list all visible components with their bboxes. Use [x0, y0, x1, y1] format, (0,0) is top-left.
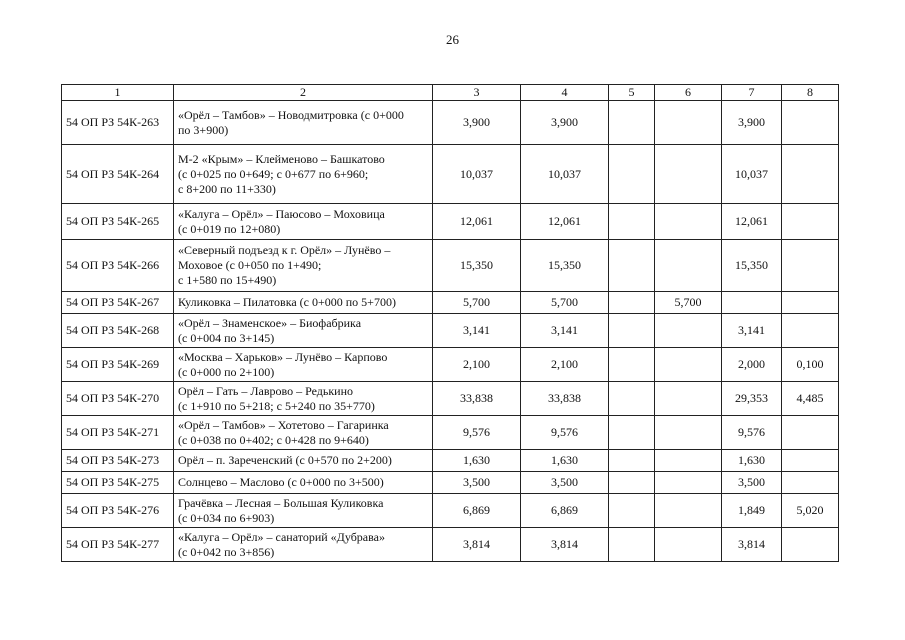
length-cell-c4: 5,700 — [521, 292, 609, 314]
length-cell-c6 — [655, 472, 722, 494]
road-name-line: по 3+900) — [178, 122, 229, 137]
road-code-cell: 54 ОП РЗ 54К-268 — [62, 314, 174, 348]
table-header-row — [62, 85, 839, 101]
length-cell-c3: 6,869 — [433, 494, 521, 528]
road-code-cell: 54 ОП РЗ 54К-275 — [62, 472, 174, 494]
length-cell-c7 — [722, 292, 782, 314]
length-cell-c8: 5,020 — [782, 494, 839, 528]
road-code-cell: 54 ОП РЗ 54К-269 — [62, 348, 174, 382]
column-header: 4 — [521, 85, 609, 101]
road-code-cell: 54 ОП РЗ 54К-263 — [62, 101, 174, 145]
road-name-line: с 8+200 по 11+330) — [178, 181, 276, 196]
table-row — [62, 494, 839, 528]
table-row — [62, 240, 839, 292]
road-name-line: «Калуга – Орёл» – Паюсово – Моховица — [178, 206, 385, 221]
column-header: 3 — [433, 85, 521, 101]
length-cell-c6 — [655, 494, 722, 528]
road-code-cell: 54 ОП РЗ 54К-267 — [62, 292, 174, 314]
road-name-cell — [174, 494, 433, 528]
road-name-cell — [174, 314, 433, 348]
road-name-line: «Орёл – Знаменское» – Биофабрика — [178, 315, 362, 330]
road-name-line: Моховое (с 0+050 по 1+490; — [178, 258, 322, 272]
table-row — [62, 145, 839, 204]
table-row — [62, 204, 839, 240]
table-row — [62, 348, 839, 382]
road-name-line: «Москва – Харьков» – Лунёво – Карпово — [178, 349, 388, 364]
road-name-line: Грачёвка – Лесная – Большая Куликовка — [178, 495, 384, 510]
length-cell-c8 — [782, 472, 839, 494]
road-name-line: (с 0+038 по 0+402; с 0+428 по 9+640) — [178, 432, 369, 447]
road-name-cell — [174, 416, 433, 450]
road-name-cell — [174, 472, 433, 494]
length-cell-c6 — [655, 416, 722, 450]
road-name-cell — [174, 204, 433, 240]
length-cell-c5 — [609, 528, 655, 562]
length-cell-c4: 3,900 — [521, 101, 609, 145]
length-cell-c8 — [782, 314, 839, 348]
road-name-line: Солнцево – Маслово (с 0+000 по 3+500) — [178, 475, 384, 489]
table-row — [62, 450, 839, 472]
length-cell-c8: 4,485 — [782, 382, 839, 416]
length-cell-c8 — [782, 101, 839, 145]
table-body — [62, 85, 839, 562]
road-name-cell — [174, 145, 433, 204]
length-cell-c4: 15,350 — [521, 240, 609, 292]
length-cell-c5 — [609, 472, 655, 494]
length-cell-c7: 9,576 — [722, 416, 782, 450]
table-row — [62, 416, 839, 450]
length-cell-c8 — [782, 416, 839, 450]
table-row — [62, 382, 839, 416]
length-cell-c8 — [782, 240, 839, 292]
road-name-line: «Калуга – Орёл» – санаторий «Дубрава» — [178, 529, 385, 544]
length-cell-c7: 15,350 — [722, 240, 782, 292]
road-name-line: «Северный подъезд к г. Орёл» – Лунёво – — [178, 243, 391, 257]
length-cell-c3: 15,350 — [433, 240, 521, 292]
column-header: 6 — [655, 85, 722, 101]
length-cell-c5 — [609, 450, 655, 472]
road-name-line: (с 0+034 по 6+903) — [178, 510, 275, 525]
length-cell-c5 — [609, 292, 655, 314]
road-name-cell — [174, 382, 433, 416]
road-code-cell: 54 ОП РЗ 54К-270 — [62, 382, 174, 416]
length-cell-c8 — [782, 292, 839, 314]
length-cell-c6 — [655, 348, 722, 382]
length-cell-c6 — [655, 528, 722, 562]
length-cell-c5 — [609, 416, 655, 450]
road-code-cell: 54 ОП РЗ 54К-264 — [62, 145, 174, 204]
road-name-line: (с 0+019 по 12+080) — [178, 221, 281, 236]
length-cell-c6: 5,700 — [655, 292, 722, 314]
length-cell-c4: 6,869 — [521, 494, 609, 528]
length-cell-c4: 10,037 — [521, 145, 609, 204]
road-name-line: (с 0+042 по 3+856) — [178, 544, 275, 559]
length-cell-c7: 29,353 — [722, 382, 782, 416]
length-cell-c8: 0,100 — [782, 348, 839, 382]
length-cell-c4: 3,500 — [521, 472, 609, 494]
page-number: 26 — [446, 32, 459, 47]
length-cell-c7: 12,061 — [722, 204, 782, 240]
length-cell-c8 — [782, 145, 839, 204]
length-cell-c3: 3,500 — [433, 472, 521, 494]
length-cell-c7: 3,900 — [722, 101, 782, 145]
road-name-cell — [174, 528, 433, 562]
length-cell-c3: 10,037 — [433, 145, 521, 204]
length-cell-c5 — [609, 348, 655, 382]
road-name-cell — [174, 450, 433, 472]
length-cell-c3: 3,141 — [433, 314, 521, 348]
length-cell-c8 — [782, 204, 839, 240]
column-header: 1 — [62, 85, 174, 101]
length-cell-c7: 3,500 — [722, 472, 782, 494]
length-cell-c5 — [609, 240, 655, 292]
table-row — [62, 528, 839, 562]
length-cell-c5 — [609, 145, 655, 204]
road-name-line: Куликовка – Пилатовка (с 0+000 по 5+700) — [178, 295, 396, 309]
length-cell-c8 — [782, 450, 839, 472]
length-cell-c4: 9,576 — [521, 416, 609, 450]
length-cell-c3: 1,630 — [433, 450, 521, 472]
length-cell-c3: 3,814 — [433, 528, 521, 562]
length-cell-c3: 2,100 — [433, 348, 521, 382]
table-row — [62, 292, 839, 314]
road-code-cell: 54 ОП РЗ 54К-271 — [62, 416, 174, 450]
length-cell-c4: 3,141 — [521, 314, 609, 348]
length-cell-c8 — [782, 528, 839, 562]
length-cell-c4: 33,838 — [521, 382, 609, 416]
length-cell-c3: 3,900 — [433, 101, 521, 145]
road-name-line: Орёл – п. Зареченский (с 0+570 по 2+200) — [178, 453, 392, 467]
length-cell-c4: 3,814 — [521, 528, 609, 562]
column-header: 2 — [174, 85, 433, 101]
table-row — [62, 472, 839, 494]
road-name-line: (с 0+004 по 3+145) — [178, 330, 275, 345]
road-code-cell: 54 ОП РЗ 54К-265 — [62, 204, 174, 240]
table-row — [62, 101, 839, 145]
column-header: 5 — [609, 85, 655, 101]
length-cell-c3: 33,838 — [433, 382, 521, 416]
length-cell-c3: 5,700 — [433, 292, 521, 314]
length-cell-c7: 2,000 — [722, 348, 782, 382]
road-name-line: с 1+580 по 15+490) — [178, 273, 277, 287]
road-name-cell — [174, 101, 433, 145]
road-name-line: (с 0+000 по 2+100) — [178, 364, 275, 379]
roads-table — [61, 84, 839, 562]
road-code-cell: 54 ОП РЗ 54К-266 — [62, 240, 174, 292]
road-name-line: М-2 «Крым» – Клейменово – Башкатово — [178, 151, 385, 166]
length-cell-c4: 2,100 — [521, 348, 609, 382]
table-row — [62, 314, 839, 348]
length-cell-c5 — [609, 494, 655, 528]
length-cell-c7: 3,814 — [722, 528, 782, 562]
road-code-cell: 54 ОП РЗ 54К-277 — [62, 528, 174, 562]
length-cell-c4: 1,630 — [521, 450, 609, 472]
road-code-cell: 54 ОП РЗ 54К-273 — [62, 450, 174, 472]
length-cell-c7: 1,849 — [722, 494, 782, 528]
length-cell-c4: 12,061 — [521, 204, 609, 240]
road-name-cell — [174, 240, 433, 292]
road-name-cell — [174, 292, 433, 314]
length-cell-c5 — [609, 382, 655, 416]
length-cell-c7: 3,141 — [722, 314, 782, 348]
length-cell-c5 — [609, 204, 655, 240]
length-cell-c6 — [655, 204, 722, 240]
road-name-line: «Орёл – Тамбов» – Хотетово – Гагаринка — [178, 417, 389, 432]
length-cell-c5 — [609, 314, 655, 348]
road-name-line: «Орёл – Тамбов» – Новодмитровка (с 0+000 — [178, 107, 404, 122]
length-cell-c6 — [655, 450, 722, 472]
length-cell-c7: 10,037 — [722, 145, 782, 204]
road-name-cell — [174, 348, 433, 382]
column-header: 7 — [722, 85, 782, 101]
length-cell-c5 — [609, 101, 655, 145]
road-name-line: (с 0+025 по 0+649; с 0+677 по 6+960; — [178, 166, 369, 181]
length-cell-c7: 1,630 — [722, 450, 782, 472]
length-cell-c6 — [655, 145, 722, 204]
road-code-cell: 54 ОП РЗ 54К-276 — [62, 494, 174, 528]
road-name-line: Орёл – Гать – Лаврово – Редькино — [178, 383, 354, 398]
length-cell-c3: 9,576 — [433, 416, 521, 450]
length-cell-c6 — [655, 101, 722, 145]
column-header: 8 — [782, 85, 839, 101]
road-name-line: (с 1+910 по 5+218; с 5+240 по 35+770) — [178, 398, 375, 413]
length-cell-c6 — [655, 240, 722, 292]
length-cell-c3: 12,061 — [433, 204, 521, 240]
length-cell-c6 — [655, 314, 722, 348]
length-cell-c6 — [655, 382, 722, 416]
